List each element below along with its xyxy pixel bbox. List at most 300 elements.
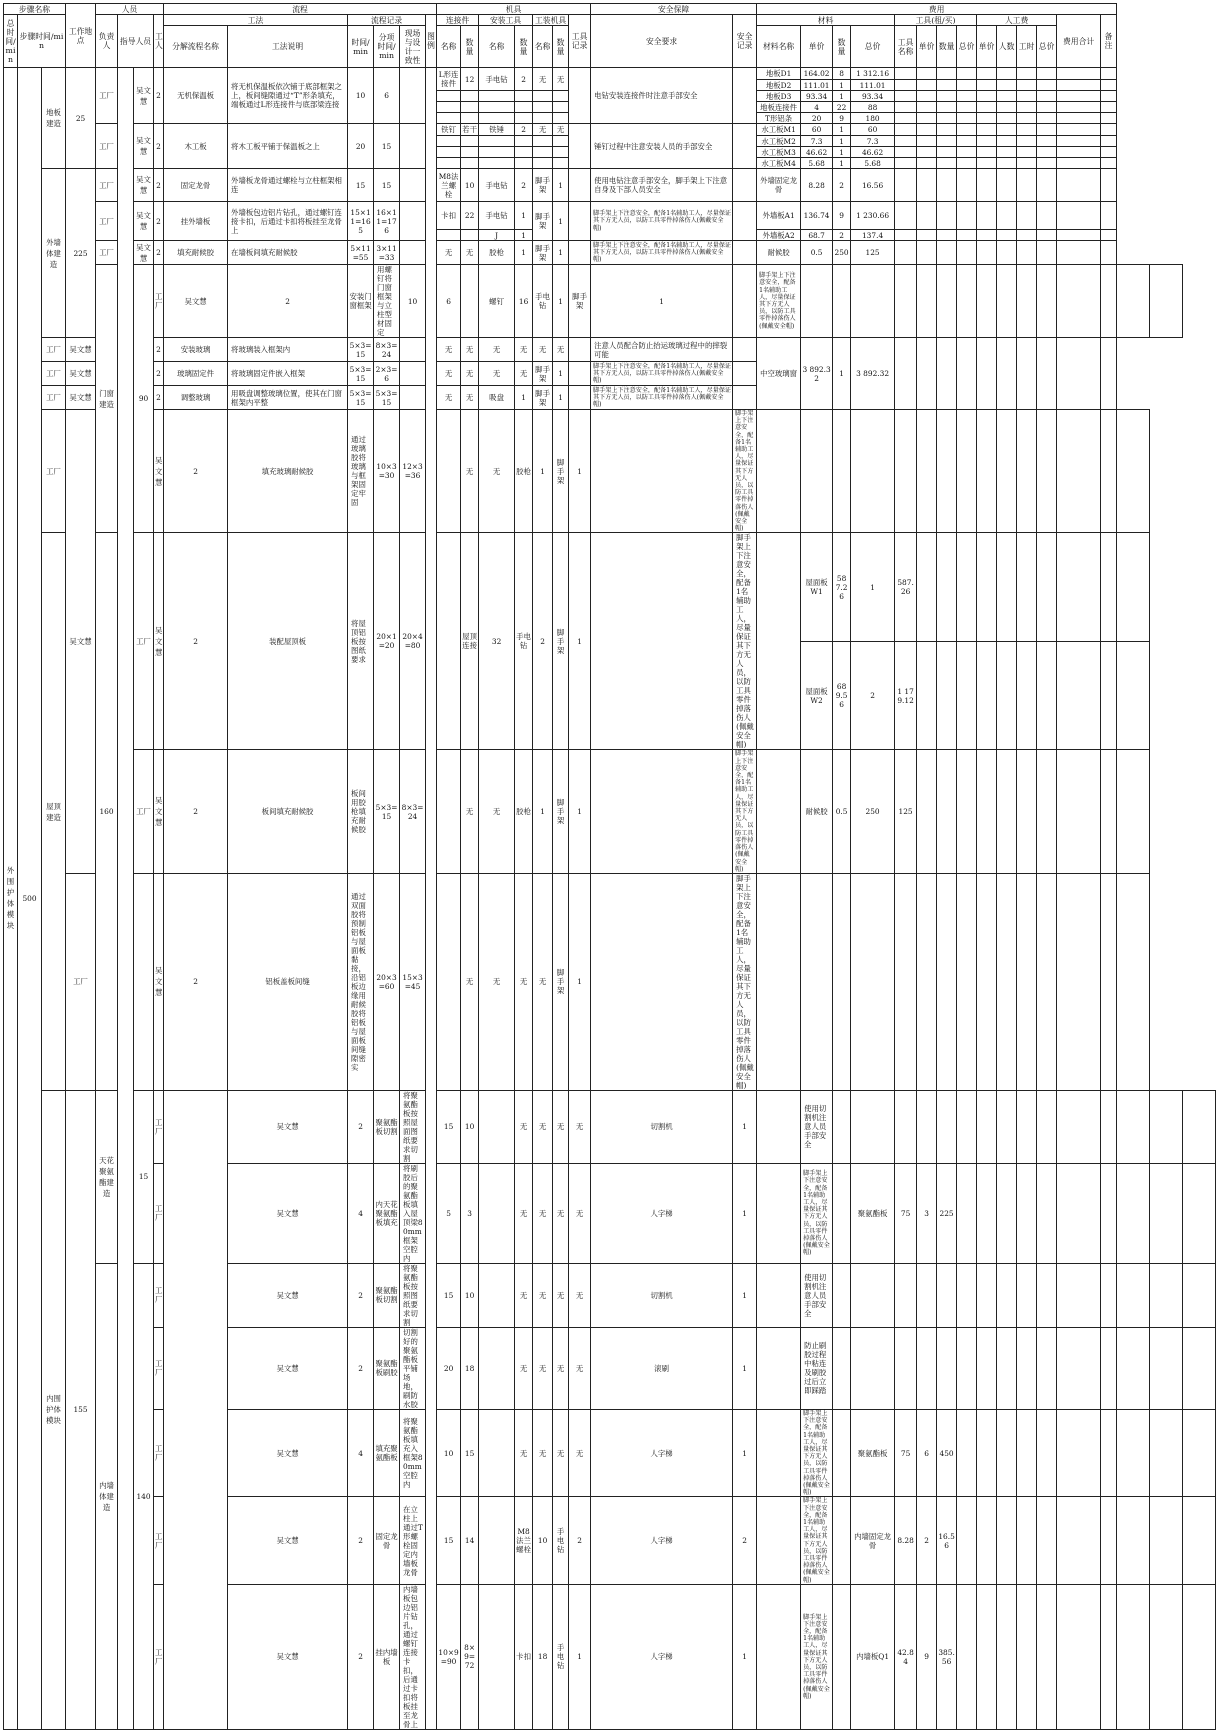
- tool-name: 手电钻: [515, 533, 533, 750]
- fixture-name: [533, 158, 553, 169]
- cost-empty-cell: [1101, 873, 1117, 1090]
- cost-empty-cell: [895, 68, 917, 80]
- sub-process-name: 聚氨酯板切割: [374, 1090, 400, 1163]
- fixture-name: 无: [533, 338, 553, 362]
- tool-record-cell: [757, 1163, 801, 1263]
- sub-process-name: 装配屋顶板: [228, 533, 348, 750]
- site-consistency-cell: [437, 410, 461, 533]
- worker-count: 2: [164, 533, 228, 750]
- safety-requirement: 脚手架上下注意安全，配备1名辅助工人，尽量保证其下方无人员，以防工具零件掉落伤人(佩戴安全帽): [733, 533, 757, 750]
- cost-empty-cell: [1017, 1090, 1037, 1163]
- cost-empty-cell: [1057, 136, 1101, 147]
- material-price: 689.56: [833, 641, 851, 750]
- cost-empty-cell: [1150, 1090, 1183, 1163]
- cost-empty-cell: [1037, 1497, 1057, 1584]
- material-total: 46.62: [851, 147, 895, 158]
- cost-empty-cell: [977, 230, 997, 241]
- safety-requirement: 使用切割机注意人员手部安全: [801, 1090, 833, 1163]
- material-price: 4: [801, 102, 833, 113]
- cost-empty-cell: [1037, 641, 1057, 750]
- cost-empty-cell: [1057, 147, 1101, 158]
- cost-empty-cell: [1037, 1263, 1057, 1327]
- sub-process-name: 挂外墙板: [164, 202, 228, 241]
- cost-empty-cell: [957, 202, 977, 230]
- tool-qty: 无: [569, 1163, 591, 1263]
- cost-empty-cell: [957, 1584, 977, 1729]
- material-total: 3 892.32: [851, 338, 895, 410]
- time-value: 5×3=15: [348, 362, 374, 386]
- cost-empty-cell: [1101, 91, 1117, 102]
- fixture-qty: 1: [733, 1163, 757, 1263]
- time-value: 15: [348, 169, 374, 202]
- cost-empty-cell: [1057, 641, 1101, 750]
- table-row: [4, 68, 1216, 80]
- cost-empty-cell: [1057, 1163, 1101, 1263]
- cost-empty-cell: [1183, 1263, 1216, 1327]
- cost-empty-cell: [957, 113, 977, 124]
- cost-empty-cell: [997, 147, 1017, 158]
- table-row: [4, 338, 1216, 362]
- item-time-value: 14: [461, 1497, 479, 1584]
- hdr-site-consistency: 现场与设计一致性: [400, 26, 426, 68]
- fixture-name: [533, 136, 553, 147]
- tool-qty: [515, 113, 533, 124]
- fixture-name: 切割机: [591, 1090, 733, 1163]
- work-place: 工厂: [154, 1263, 164, 1327]
- tool-qty: 无: [533, 873, 553, 1090]
- material-qty: 9: [833, 202, 851, 230]
- cost-empty-cell: [977, 1163, 997, 1263]
- hdr-process: 流程: [164, 4, 437, 15]
- tool-name: [479, 158, 515, 169]
- method-desc: 用螺钉将门窗框架与立柱型材固定: [374, 265, 400, 338]
- cost-empty-cell: [917, 230, 937, 241]
- material-empty-cell: [937, 1327, 957, 1409]
- time-value: 10: [348, 68, 374, 124]
- hdr-safety: 安全保障: [591, 4, 757, 15]
- connector-qty: 无: [533, 1090, 553, 1163]
- cost-empty-cell: [1037, 158, 1057, 169]
- connector-name: 屋顶连接: [461, 533, 479, 750]
- cost-empty-cell: [1037, 1163, 1057, 1263]
- tool-name: 无: [553, 1090, 569, 1163]
- item-time-value: 20×4=80: [400, 533, 426, 750]
- cost-empty-cell: [1101, 241, 1117, 265]
- fixture-name: 脚手架: [553, 873, 569, 1090]
- diagram-cell: [426, 68, 437, 1730]
- safety-requirement: 使用切割机注意人员手部安全: [801, 1263, 833, 1327]
- cost-empty-cell: [977, 102, 997, 113]
- connector-name: 无: [437, 338, 461, 362]
- hdr-method-desc: 工法说明: [228, 26, 348, 68]
- fixture-qty: 1: [733, 1090, 757, 1163]
- cost-empty-cell: [1101, 124, 1117, 136]
- material-price: 111.01: [801, 80, 833, 91]
- fixture-name: [533, 113, 553, 124]
- item-time-value: 8×9=72: [461, 1584, 479, 1729]
- material-qty: 250: [851, 750, 895, 873]
- hdr-item-time: 分项时间/min: [374, 26, 400, 68]
- material-qty: 2: [833, 169, 851, 202]
- material-price: 8.28: [895, 1497, 917, 1584]
- cost-empty-cell: [957, 1497, 977, 1584]
- cost-empty-cell: [1150, 1327, 1183, 1409]
- cost-empty-cell: [895, 113, 917, 124]
- item-time-value: 5×3=15: [374, 386, 400, 410]
- time-value: 5: [437, 1163, 461, 1263]
- material-name: 水工板M2: [757, 136, 801, 147]
- cost-empty-cell: [957, 102, 977, 113]
- connector-qty: [461, 158, 479, 169]
- hdr-material-qty: 数量: [833, 26, 851, 68]
- fixture-name: 滚刷: [591, 1327, 733, 1409]
- hdr-tool-record: 工具记录: [569, 15, 591, 68]
- material-price: 587.26: [833, 533, 851, 642]
- material-price: 46.62: [801, 147, 833, 158]
- site-consistency-cell: [400, 338, 426, 362]
- tool-qty: 1: [533, 410, 553, 533]
- cost-empty-cell: [937, 102, 957, 113]
- cost-empty-cell: [1057, 1497, 1101, 1584]
- cost-empty-cell: [977, 241, 997, 265]
- time-value: 20: [437, 1327, 461, 1409]
- safety-requirement: 脚手架上下注意安全，配备1名辅助工人，尽量保证其下方无人员，以防工具零件掉落伤人(佩戴安全帽): [591, 202, 733, 241]
- worker-count: 2: [154, 386, 164, 410]
- material-qty: 8: [833, 68, 851, 80]
- tool-qty: 1: [515, 202, 533, 230]
- worker-count: 2: [154, 338, 164, 362]
- table-row: [4, 410, 1216, 533]
- step-roof-time: 160: [96, 533, 118, 1090]
- material-qty: 22: [833, 102, 851, 113]
- cost-empty-cell: [977, 91, 997, 102]
- safety-requirement: 电钻安装连接件时注意手部安全: [591, 68, 733, 124]
- time-value: 15×11=165: [348, 202, 374, 241]
- tool-name: 手电钻: [533, 265, 553, 338]
- cost-empty-cell: [1183, 1584, 1216, 1729]
- responsible-inner: [164, 1090, 228, 1729]
- cost-empty-cell: [957, 1090, 977, 1163]
- site-consistency-cell: [479, 1497, 515, 1584]
- hdr-toolrent-qty: 数量: [937, 26, 957, 68]
- guide-name: 吴文慧: [134, 68, 154, 124]
- cost-empty-cell: [1017, 1327, 1037, 1409]
- connector-qty: 无: [479, 410, 515, 533]
- hdr-labor-price: 单价: [977, 26, 997, 68]
- cost-empty-cell: [977, 1497, 997, 1584]
- cost-empty-cell: [1057, 91, 1101, 102]
- material-empty-cell: [895, 1263, 917, 1327]
- sub-process-name: 木工板: [164, 124, 228, 169]
- cost-empty-cell: [1101, 410, 1117, 533]
- hdr-labor-hours: 工时: [1017, 26, 1037, 68]
- sub-process-name: 板间填充耐候胶: [228, 750, 348, 873]
- worker-count: 2: [164, 873, 228, 1090]
- tool-name: 手电钻: [553, 1584, 569, 1729]
- material-name: 水工板M4: [757, 158, 801, 169]
- cost-empty-cell: [917, 91, 937, 102]
- process-cost-sheet: [3, 3, 1216, 1730]
- material-name: 外墙固定龙骨: [757, 169, 801, 202]
- material-name: 水工板M3: [757, 147, 801, 158]
- connector-name: 无: [437, 386, 461, 410]
- connector-name: [437, 158, 461, 169]
- cost-empty-cell: [895, 102, 917, 113]
- cost-empty-cell: [1150, 1584, 1183, 1729]
- material-empty-cell: [895, 1327, 917, 1409]
- cost-empty-cell: [937, 124, 957, 136]
- tool-record-cell: [569, 202, 591, 241]
- tool-record-cell: [733, 265, 757, 338]
- connector-name: [437, 136, 461, 147]
- cost-empty-cell: [1037, 169, 1057, 202]
- cost-empty-cell: [957, 136, 977, 147]
- method-desc: 将聚氨酯板按照图纸要求切割: [400, 1263, 426, 1327]
- cost-empty-cell: [1101, 1327, 1117, 1409]
- work-place: 工厂: [154, 265, 164, 338]
- fixture-qty: 1: [733, 1584, 757, 1729]
- connector-qty: 无: [533, 1263, 553, 1327]
- site-consistency-cell: [437, 533, 461, 750]
- site-consistency-cell: [400, 124, 426, 169]
- connector-qty: [461, 113, 479, 124]
- work-place: 工厂: [154, 1163, 164, 1263]
- material-name: 中空玻璃窗: [757, 338, 801, 410]
- material-name: 地板D2: [757, 80, 801, 91]
- cost-empty-cell: [1183, 1090, 1216, 1163]
- cost-empty-cell: [1017, 750, 1037, 873]
- site-consistency-cell: [400, 68, 426, 124]
- cost-empty-cell: [1101, 1409, 1117, 1496]
- method-desc: 将屋顶铝板按图纸要求: [348, 533, 374, 750]
- time-value: 10×9=90: [437, 1584, 461, 1729]
- tool-qty: 无: [569, 1263, 591, 1327]
- item-time-value: 15: [374, 169, 400, 202]
- cost-empty-cell: [997, 1163, 1017, 1263]
- material-price: 20: [801, 113, 833, 124]
- worker-count: 2: [348, 1263, 374, 1327]
- cost-empty-cell: [1017, 169, 1037, 202]
- fixture-qty: [553, 102, 569, 113]
- cost-empty-cell: [997, 169, 1017, 202]
- material-qty: 2: [851, 641, 895, 750]
- material-price: 8.28: [801, 169, 833, 202]
- cost-empty-cell: [1101, 158, 1117, 169]
- fixture-qty: 1: [553, 169, 569, 202]
- cost-empty-cell: [1101, 102, 1117, 113]
- fixture-name: [533, 147, 553, 158]
- item-time-value: 8×3=24: [374, 338, 400, 362]
- worker-count: 2: [348, 1090, 374, 1163]
- fixture-name: 脚手架: [533, 386, 553, 410]
- worker-count: 2: [154, 202, 164, 241]
- cost-empty-cell: [997, 136, 1017, 147]
- cost-empty-cell: [957, 147, 977, 158]
- fixture-qty: 1: [733, 1263, 757, 1327]
- cost-empty-cell: [917, 147, 937, 158]
- material-qty: 6: [917, 1409, 937, 1496]
- cost-empty-cell: [937, 169, 957, 202]
- connector-name: 卡扣: [437, 202, 461, 230]
- cost-empty-cell: [1057, 113, 1101, 124]
- cost-empty-cell: [1101, 1263, 1117, 1327]
- tool-qty: 无: [569, 1409, 591, 1496]
- tool-name: [479, 91, 515, 102]
- time-value: 20: [348, 124, 374, 169]
- fixture-name: 人字梯: [591, 1409, 733, 1496]
- worker-count: 2: [154, 362, 164, 386]
- material-total: 1 312.16: [851, 68, 895, 80]
- cost-empty-cell: [1017, 1163, 1037, 1263]
- tool-name: 无: [479, 338, 515, 362]
- cost-empty-cell: [895, 202, 917, 230]
- material-total: 7.3: [851, 136, 895, 147]
- safety-record-cell: [833, 1327, 851, 1409]
- cost-empty-cell: [977, 410, 997, 533]
- safety-requirement: 脚手架上下注意安全，配备1名辅助工人，尽量保证其下方无人员，以防工具零件掉落伤人(佩戴安全帽): [733, 750, 757, 873]
- tool-qty: 1: [515, 230, 533, 241]
- safety-requirement: 脚手架上下注意安全，配备1名辅助工人，尽量保证其下方无人员，以防工具零件掉落伤人(佩戴安全帽): [591, 386, 733, 410]
- cost-empty-cell: [957, 230, 977, 241]
- material-total: 16.56: [851, 169, 895, 202]
- tool-qty: 2: [533, 533, 553, 750]
- cost-empty-cell: [1057, 102, 1101, 113]
- cost-empty-cell: [1057, 338, 1101, 410]
- cost-empty-cell: [997, 102, 1017, 113]
- tool-qty: [515, 158, 533, 169]
- responsible-outer: [118, 68, 134, 1730]
- material-total: 88: [851, 102, 895, 113]
- material-qty: 1: [833, 338, 851, 410]
- work-place: 工厂: [96, 202, 118, 241]
- cost-empty-cell: [1183, 1327, 1216, 1409]
- fixture-name: 脚手架: [569, 265, 591, 338]
- cost-empty-cell: [957, 641, 977, 750]
- hdr-step-time: 步骤时间/min: [18, 15, 66, 68]
- item-time-value: 10: [461, 1090, 479, 1163]
- hdr-safety-record: 安全记录: [733, 15, 757, 68]
- tool-name: 胶枪: [515, 410, 533, 533]
- cost-empty-cell: [957, 533, 977, 642]
- time-value: 20×1=20: [374, 533, 400, 750]
- cost-empty-cell: [1101, 230, 1117, 241]
- material-empty-cell: [801, 873, 833, 1090]
- table-row: [4, 533, 1216, 642]
- material-empty-cell: [801, 410, 833, 533]
- guide-name: 吴文慧: [228, 1090, 348, 1163]
- cost-empty-cell: [1017, 338, 1037, 410]
- cost-empty-cell: [1017, 80, 1037, 91]
- hdr-toolrent-name: 工具名称: [895, 26, 917, 68]
- hdr-safety-req: 安全要求: [591, 15, 733, 68]
- safety-record-cell: [801, 265, 833, 338]
- cost-empty-cell: [937, 241, 957, 265]
- connector-name: 铁钉: [437, 124, 461, 136]
- table-row: [4, 873, 1216, 1090]
- cost-empty-cell: [1037, 338, 1057, 410]
- cost-empty-cell: [997, 1409, 1017, 1496]
- fixture-qty: [553, 91, 569, 102]
- time-value: 10: [400, 265, 426, 338]
- cost-empty-cell: [1017, 202, 1037, 230]
- connector-name: L形连接件: [437, 68, 461, 91]
- safety-requirement: 脚手架上下注意安全，配备1名辅助工人，尽量保证其下方无人员，以防工具零件掉落伤人(佩戴安全帽): [733, 873, 757, 1090]
- cost-empty-cell: [937, 265, 957, 338]
- material-qty: 1: [833, 136, 851, 147]
- material-qty: 9: [917, 1584, 937, 1729]
- item-time-value: 12×3=36: [400, 410, 426, 533]
- process-table: [3, 3, 1216, 1730]
- method-desc: 通过玻璃胶将玻璃与框架固定牢固: [348, 410, 374, 533]
- guide-name: 吴文慧: [228, 1497, 348, 1584]
- cost-empty-cell: [1057, 1263, 1101, 1327]
- cost-empty-cell: [977, 533, 997, 642]
- material-name: 水工板M1: [757, 124, 801, 136]
- hdr-remark: 备注: [1101, 15, 1117, 68]
- fixture-name: 脚手架: [533, 362, 553, 386]
- cost-empty-cell: [997, 410, 1017, 533]
- fixture-name: 脚手架: [533, 241, 553, 265]
- cost-empty-cell: [1057, 1090, 1101, 1163]
- connector-qty: 18: [533, 1584, 553, 1729]
- fixture-name: 人字梯: [591, 1584, 733, 1729]
- tool-name: [479, 136, 515, 147]
- material-name: 地板D3: [757, 91, 801, 102]
- guide-name: 吴文慧: [154, 533, 164, 750]
- cost-empty-cell: [957, 158, 977, 169]
- cost-empty-cell: [977, 202, 997, 230]
- method-desc: 将玻璃固定件嵌入框架: [228, 362, 348, 386]
- cost-empty-cell: [977, 124, 997, 136]
- material-qty: 1: [851, 533, 895, 642]
- material-total: 5.68: [851, 158, 895, 169]
- material-total: 225: [937, 1163, 957, 1263]
- guide-name: 吴文慧: [228, 1163, 348, 1263]
- worker-count: 2: [154, 241, 164, 265]
- fixture-name: 无: [533, 124, 553, 136]
- material-empty-cell: [833, 410, 851, 533]
- cost-empty-cell: [1117, 1263, 1150, 1327]
- cost-empty-cell: [997, 1090, 1017, 1163]
- cost-empty-cell: [895, 158, 917, 169]
- site-consistency-cell: [400, 169, 426, 202]
- cost-empty-cell: [1017, 641, 1037, 750]
- table-row: [4, 124, 1216, 136]
- cost-empty-cell: [1101, 1090, 1117, 1163]
- connector-name: 无: [515, 1090, 533, 1163]
- item-time-value: 3×11=33: [374, 241, 400, 265]
- cost-empty-cell: [937, 641, 957, 750]
- tool-qty: 2: [515, 68, 533, 91]
- cost-empty-cell: [1057, 410, 1101, 533]
- material-qty: 1: [833, 80, 851, 91]
- item-time-value: 8×3=24: [400, 750, 426, 873]
- item-time-value: 10: [461, 1263, 479, 1327]
- connector-qty: 若干: [462, 125, 477, 134]
- tool-record-cell: [757, 1327, 801, 1409]
- tool-record-cell: [569, 386, 591, 410]
- tool-name: 胶枪: [479, 241, 515, 265]
- sub-process-name: 填充耐候胶: [164, 241, 228, 265]
- sub-process-name: 固定龙骨: [164, 169, 228, 202]
- safety-record-cell: [757, 410, 801, 533]
- cost-empty-cell: [895, 91, 917, 102]
- cost-empty-cell: [1017, 1263, 1037, 1327]
- material-qty: 2: [917, 1497, 937, 1584]
- material-qty: 1: [833, 124, 851, 136]
- worker-count: 4: [348, 1409, 374, 1496]
- fixture-qty: 1: [569, 533, 591, 750]
